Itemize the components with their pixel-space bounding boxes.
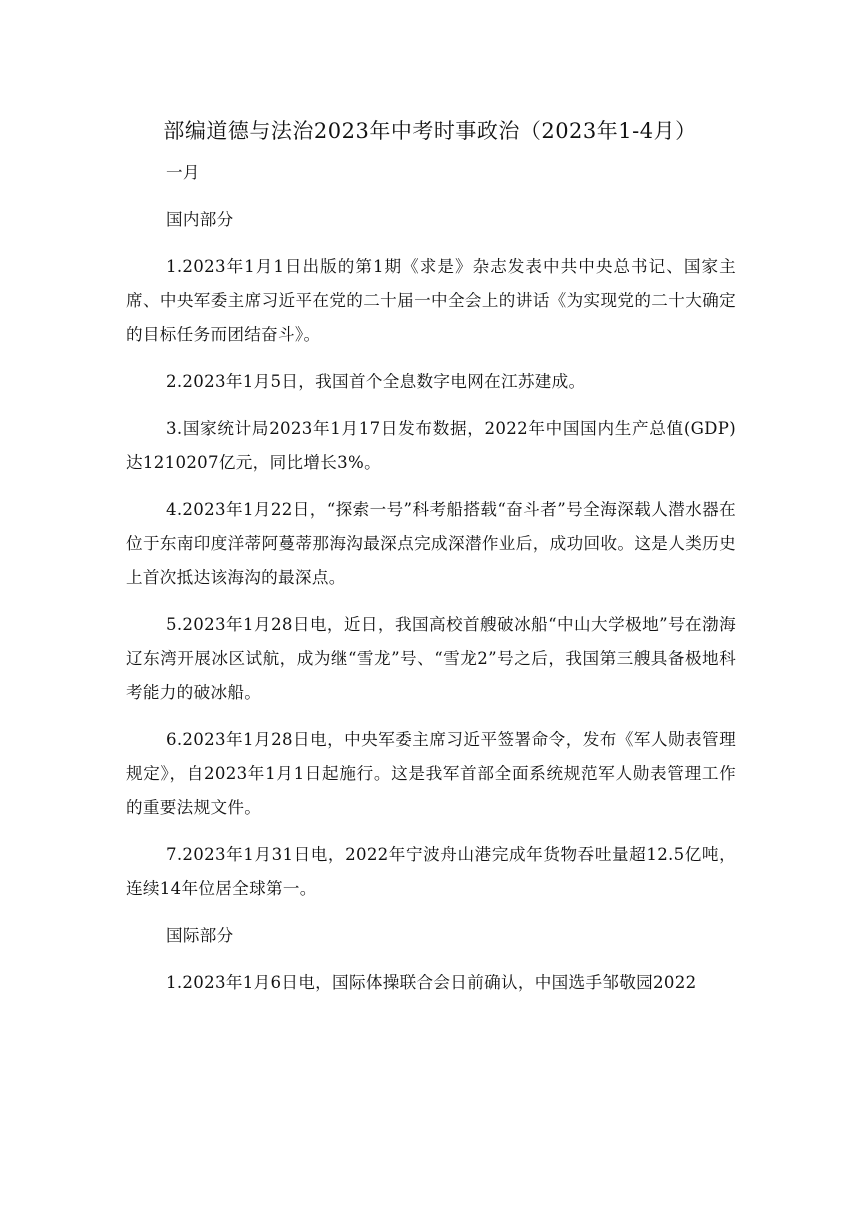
document-body — [126, 156, 736, 1013]
domestic-item-2: 2.2023年1月5日，我国首个全息数字电网在江苏建成。 — [166, 372, 586, 391]
domestic-item-6: 6.2023年1月28日电，中央军委主席习近平签署命令，发布《军人勋表管理规定》，自2023年1月1日起施行。这是我军首部全面系统规范军人勋表管理工作的重要法规文件。 — [126, 730, 736, 817]
international-section-heading: 国际部分 — [166, 926, 234, 945]
domestic-section-heading: 国内部分 — [166, 210, 234, 229]
page-title: 部编道德与法治2023年中考时事政治（2023年1-4月） — [163, 119, 697, 143]
domestic-item-4: 4.2023年1月22日，“探索一号”科考船搭载“奋斗者”号全海深载人潜水器在位于东南印度洋蒂阿蔓蒂那海沟最深点完成深潜作业后，成功回收。这是人类历史上首次抵达该海沟的最深点。 — [126, 500, 736, 587]
domestic-item-1: 1.2023年1月1日出版的第1期《求是》杂志发表中共中央总书记、国家主席、中央军委主席习近平在党的二十届一中全会上的讲话《为实现党的二十大确定的目标任务而团结奋斗》。 — [126, 257, 736, 344]
domestic-item-3: 3.国家统计局2023年1月17日发布数据，2022年中国国内生产总值(GDP)达1210207亿元，同比增长3%。 — [126, 419, 736, 472]
month-heading: 一月 — [166, 163, 200, 182]
international-item-1: 1.2023年1月6日电，国际体操联合会日前确认，中国选手邹敬园2022 — [166, 973, 697, 992]
domestic-item-7: 7.2023年1月31日电，2022年宁波舟山港完成年货物吞吐量超12.5亿吨，连续14年位居全球第一。 — [126, 845, 736, 898]
domestic-item-5: 5.2023年1月28日电，近日，我国高校首艘破冰船“中山大学极地”号在渤海辽东湾开展冰区试航，成为继“雪龙”号、“雪龙2”号之后，我国第三艘具备极地科考能力的破冰船。 — [126, 615, 736, 702]
